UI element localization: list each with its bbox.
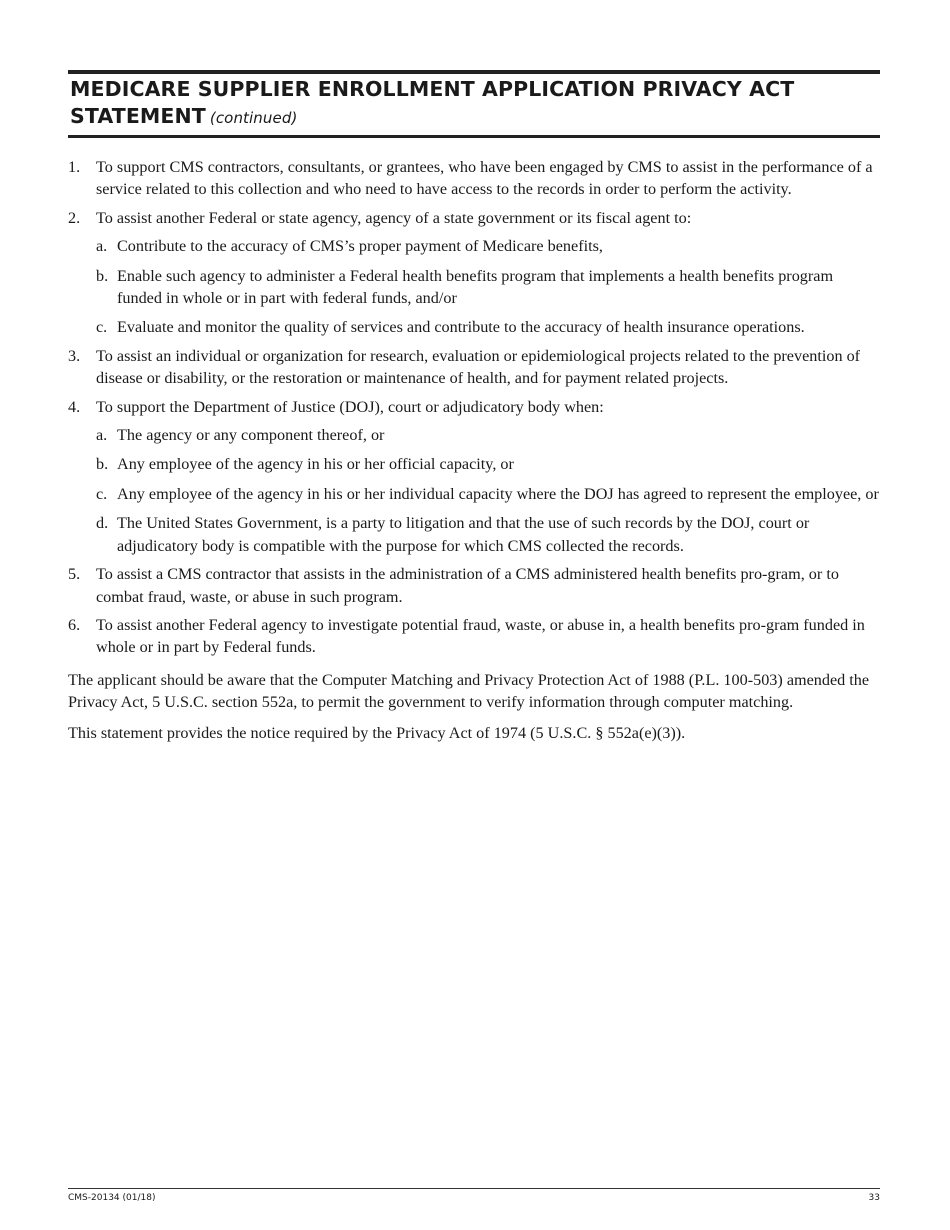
computer-matching-paragraph: The applicant should be aware that the Computer Matching and Privacy Protection Act of 1988 (P.L. 100-503) amended the Privacy Act, 5 U.S.C. section 552a, to permit the government to verify information through computer matching. [68, 670, 870, 712]
sub-item-text: Any employee of the agency in his or her individual capacity where the DOJ has agreed to represent the employee, or [117, 484, 879, 503]
sub-item-letter: c. [96, 484, 108, 503]
list-item-text: To assist an individual or organization for research, evaluation or epidemiological projects related to the prevention of disease or disability, or the restoration or maintenance of health, and for payment related projects. [96, 346, 861, 388]
form-id: CMS-20134 (01/18) [68, 1193, 156, 1203]
sub-item-letter: c. [96, 318, 108, 337]
sub-list-item [96, 512, 880, 557]
sub-item-text: Enable such agency to administer a Federal health benefits program that implements a health benefits program funded in whole or in part with federal funds, and/or [117, 266, 834, 308]
list-item-number: 1. [68, 158, 81, 176]
sub-item-letter: a. [96, 426, 108, 445]
sub-list [96, 424, 880, 557]
list-item-text: To assist another Federal or state agency, agency of a state government or its fiscal agent to: [96, 208, 692, 227]
list-item-text: To support CMS contractors, consultants, or grantees, who have been engaged by CMS to assist in the performance of a service related to this collection and who need to have access to the records in order to perform the activity. [96, 158, 873, 199]
list-item-number: 5. [68, 565, 81, 584]
sub-item-text: Contribute to the accuracy of CMS’s proper payment of Medicare benefits, [117, 237, 603, 256]
list-item-text: To support the Department of Justice (DOJ), court or adjudicatory body when: [96, 397, 604, 416]
sub-item-text: Any employee of the agency in his or her official capacity, or [117, 455, 514, 474]
page-number: 33 [868, 1193, 880, 1203]
sub-list-item [96, 235, 880, 257]
sub-list-item [96, 265, 880, 310]
sub-item-letter: b. [96, 266, 109, 285]
sub-list-item [96, 316, 880, 338]
list-item-number: 2. [68, 208, 81, 227]
privacy-notice-paragraph: This statement provides the notice required by the Privacy Act of 1974 (5 U.S.C. § 552a(e)(3)). [68, 723, 686, 742]
sub-item-text: Evaluate and monitor the quality of services and contribute to the accuracy of health insurance operations. [117, 318, 805, 337]
sub-item-text: The agency or any component thereof, or [117, 426, 385, 445]
list-item [68, 207, 880, 339]
disclosure-list [68, 156, 880, 659]
sub-list-item [96, 483, 880, 505]
page-title [70, 76, 880, 132]
sub-list-item [96, 424, 880, 446]
sub-list-item [96, 453, 880, 475]
list-item-text: To assist a CMS contractor that assists in the administration of a CMS administered health benefits pro-gram, or to combat fraud, waste, or abuse in such program. [96, 565, 839, 606]
list-item-text: To assist another Federal agency to investigate potential fraud, waste, or abuse in, a health benefits pro-gram funded in whole or in part by Federal funds. [96, 615, 865, 657]
sub-item-letter: d. [96, 514, 109, 533]
title-continued: (continued) [209, 109, 298, 127]
sub-item-letter: b. [96, 455, 109, 474]
list-item [68, 563, 880, 608]
list-item [68, 345, 880, 390]
title-text: MEDICARE SUPPLIER ENROLLMENT APPLICATION PRIVACY ACT STATEMENT [70, 77, 795, 128]
list-item-number: 4. [68, 397, 81, 416]
list-item-number: 3. [68, 346, 81, 365]
list-item-number: 6. [68, 615, 81, 634]
page-footer [68, 1188, 880, 1203]
list-item [68, 396, 880, 557]
sub-item-letter: a. [96, 237, 108, 256]
document-page [68, 70, 880, 744]
sub-item-text: The United States Government, is a party to litigation and that the use of such records by the DOJ, court or adjudicatory body is compatible with the purpose for which CMS collected the records. [117, 514, 810, 555]
list-item [68, 614, 880, 659]
list-item [68, 156, 880, 201]
sub-list [96, 235, 880, 339]
section-header [68, 70, 880, 138]
